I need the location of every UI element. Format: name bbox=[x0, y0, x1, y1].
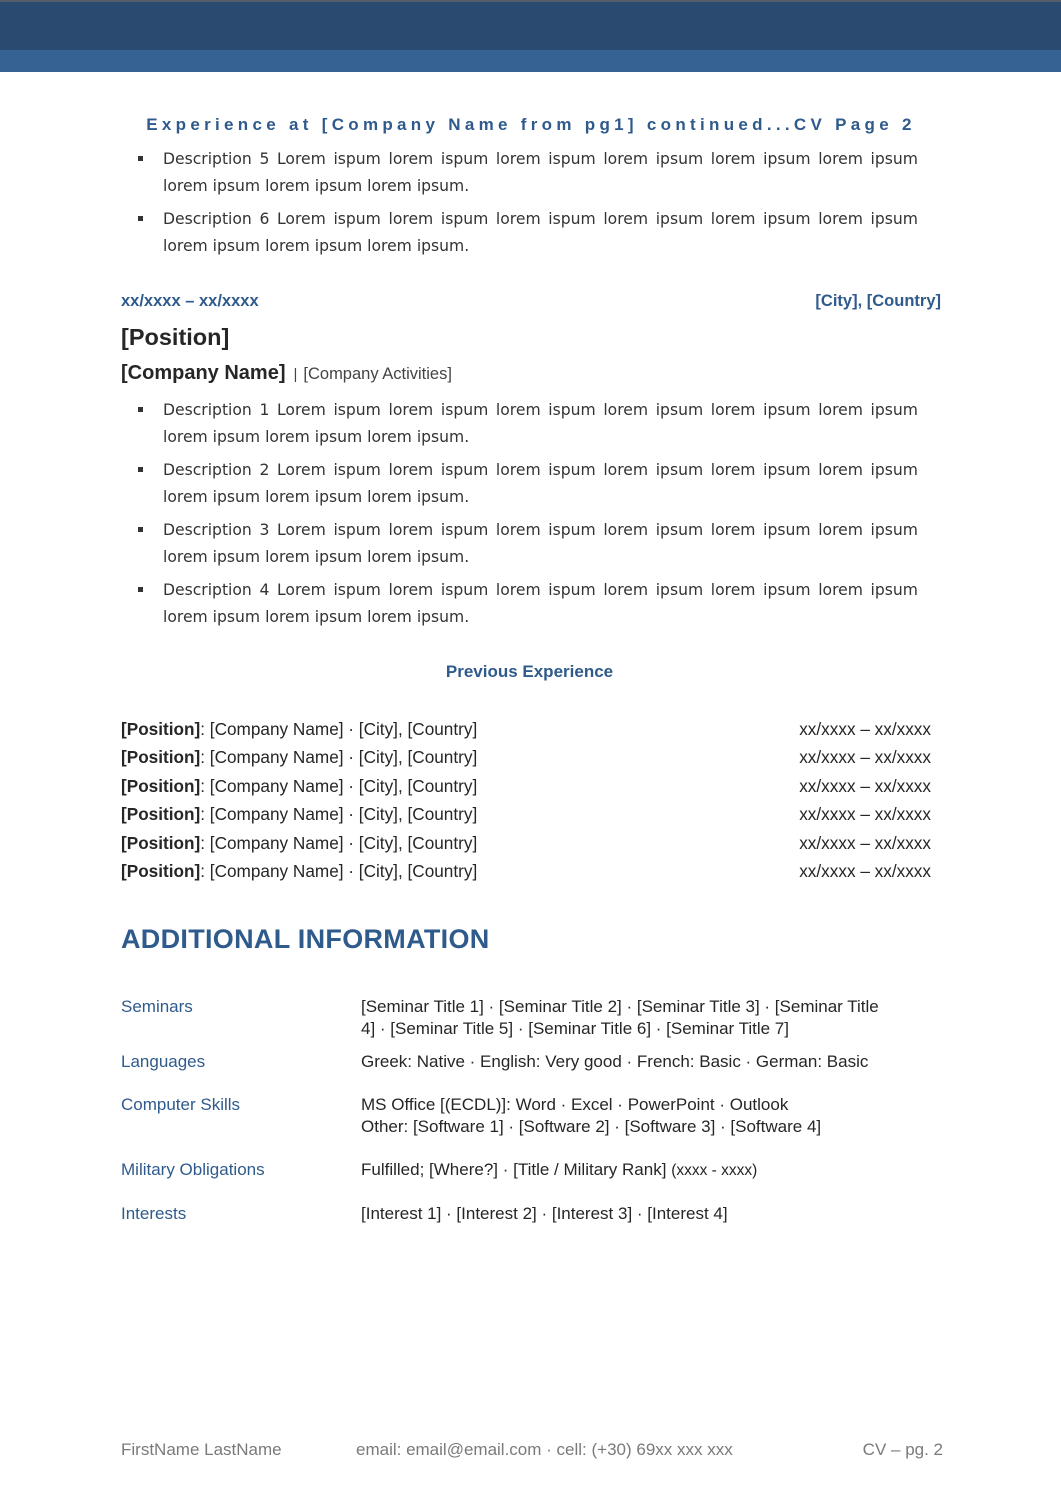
previous-details: : [Company Name] · [City], [Country] bbox=[200, 832, 478, 853]
previous-position: [Position] bbox=[121, 832, 201, 853]
previous-dates: xx/xxxx – xx/xxxx bbox=[799, 860, 931, 881]
info-row-interests bbox=[121, 1203, 946, 1225]
description-item bbox=[121, 517, 918, 570]
bullet-square-icon bbox=[138, 467, 143, 472]
job-header bbox=[121, 292, 941, 314]
footer-page-number: CV – pg. 2 bbox=[862, 1440, 943, 1459]
previous-dates: xx/xxxx – xx/xxxx bbox=[799, 832, 931, 853]
previous-experience-row bbox=[121, 804, 931, 832]
previous-details: : [Company Name] · [City], [Country] bbox=[200, 775, 478, 796]
previous-details: : [Company Name] · [City], [Country] bbox=[200, 719, 478, 739]
description-item bbox=[121, 397, 918, 450]
bullet-square-icon bbox=[138, 407, 143, 412]
company-name: [Company Name] bbox=[121, 362, 286, 384]
previous-position: [Position] bbox=[121, 860, 201, 881]
job-dates: xx/xxxx – xx/xxxx bbox=[121, 292, 259, 310]
description-text: Description 3 Lorem ispum lorem ispum lorem ispum lorem ipsum lorem ipsum lorem ipsum lorem ipsum lorem ipsum lorem ipsum. bbox=[163, 521, 918, 566]
previous-experience-row bbox=[121, 719, 931, 747]
computer-skills-line: Other: [Software 1] · [Software 2] · [Software 3] · [Software 4] bbox=[361, 1117, 822, 1136]
languages-value: Greek: Native · English: Very good · French: Basic · German: Basic bbox=[361, 1052, 869, 1071]
info-row-seminars bbox=[121, 996, 946, 1040]
info-label: Military Obligations bbox=[121, 1160, 265, 1179]
computer-skills-line: MS Office [(ECDL)]: Word · Excel · PowerPoint · Outlook bbox=[361, 1095, 789, 1114]
additional-information-title: ADDITIONAL INFORMATION bbox=[121, 924, 490, 954]
previous-dates: xx/xxxx – xx/xxxx bbox=[799, 804, 931, 825]
previous-position: [Position] bbox=[121, 775, 201, 796]
seminars-line: [Seminar Title 1] · [Seminar Title 2] · [Seminar Title 3] · [Seminar Title bbox=[361, 997, 879, 1016]
info-value bbox=[361, 1094, 946, 1138]
info-label: Seminars bbox=[121, 997, 193, 1016]
description-text: Description 6 Lorem ispum lorem ispum lorem ispum lorem ipsum lorem ipsum lorem ipsum lorem ipsum lorem ipsum lorem ipsum. bbox=[163, 210, 918, 255]
info-row-military bbox=[121, 1159, 946, 1182]
description-item bbox=[121, 146, 918, 199]
company-activities: [Company Activities] bbox=[303, 365, 452, 383]
info-row-languages bbox=[121, 1051, 946, 1073]
bullet-square-icon bbox=[138, 156, 143, 161]
bullet-square-icon bbox=[138, 527, 143, 532]
info-label: Computer Skills bbox=[121, 1095, 241, 1114]
military-value: Fulfilled; [Where?] · [Title / Military Rank] bbox=[361, 1160, 667, 1179]
info-value bbox=[361, 1051, 946, 1073]
bullet-square-icon bbox=[138, 587, 143, 592]
separator: | bbox=[293, 366, 298, 383]
previous-details: : [Company Name] · [City], [Country] bbox=[200, 860, 478, 881]
info-value bbox=[361, 1159, 946, 1182]
additional-info-table bbox=[121, 996, 946, 1225]
previous-experience-list bbox=[121, 719, 931, 889]
continued-section-title: Experience at [Company Name from pg1] continued...CV Page 2 bbox=[146, 115, 916, 134]
previous-experience-row bbox=[121, 776, 931, 804]
previous-experience-title: Previous Experience bbox=[445, 662, 614, 681]
footer-contact: email: email@email.com · cell: (+30) 69xx xxx xxx bbox=[356, 1440, 733, 1459]
previous-dates: xx/xxxx – xx/xxxx bbox=[799, 719, 931, 739]
description-text: Description 4 Lorem ispum lorem ispum lorem ispum lorem ipsum lorem ipsum lorem ipsum lorem ipsum lorem ipsum lorem ipsum. bbox=[163, 581, 918, 626]
page-footer bbox=[121, 1440, 943, 1462]
previous-experience-row bbox=[121, 833, 931, 861]
job-position: [Position] bbox=[121, 324, 230, 350]
bullet-square-icon bbox=[138, 216, 143, 221]
description-text: Description 5 Lorem ispum lorem ispum lorem ispum lorem ipsum lorem ipsum lorem ipsum lorem ipsum lorem ipsum lorem ipsum. bbox=[163, 150, 918, 195]
footer-name: FirstName LastName bbox=[121, 1440, 282, 1459]
previous-experience-row bbox=[121, 861, 931, 889]
previous-dates: xx/xxxx – xx/xxxx bbox=[799, 747, 931, 768]
previous-details: : [Company Name] · [City], [Country] bbox=[200, 804, 478, 825]
previous-details: : [Company Name] · [City], [Country] bbox=[200, 747, 478, 768]
previous-experience-row bbox=[121, 747, 931, 775]
info-label: Interests bbox=[121, 1204, 187, 1223]
description-item bbox=[121, 577, 918, 630]
description-item bbox=[121, 457, 918, 510]
continued-description-list bbox=[121, 146, 918, 266]
previous-position: [Position] bbox=[121, 747, 201, 768]
previous-position: [Position] bbox=[121, 719, 201, 739]
interests-value: [Interest 1] · [Interest 2] · [Interest 3] · [Interest 4] bbox=[361, 1204, 728, 1223]
info-row-computer-skills bbox=[121, 1094, 946, 1138]
description-text: Description 2 Lorem ispum lorem ispum lorem ispum lorem ipsum lorem ipsum lorem ipsum lorem ipsum lorem ipsum lorem ipsum. bbox=[163, 461, 918, 506]
info-value bbox=[361, 1203, 946, 1225]
description-item bbox=[121, 206, 918, 259]
previous-position: [Position] bbox=[121, 804, 201, 825]
company-line bbox=[121, 362, 452, 385]
military-years: (xxxx - xxxx) bbox=[671, 1162, 758, 1179]
description-text: Description 1 Lorem ispum lorem ispum lorem ispum lorem ipsum lorem ipsum lorem ipsum lorem ipsum lorem ipsum lorem ipsum. bbox=[163, 401, 918, 446]
job-location: [City], [Country] bbox=[815, 292, 941, 310]
previous-dates: xx/xxxx – xx/xxxx bbox=[799, 775, 931, 796]
cv-page bbox=[121, 0, 941, 1500]
info-value bbox=[361, 996, 946, 1040]
info-label: Languages bbox=[121, 1052, 206, 1071]
job-description-list bbox=[121, 397, 918, 637]
seminars-line: 4] · [Seminar Title 5] · [Seminar Title 6] · [Seminar Title 7] bbox=[361, 1019, 789, 1038]
